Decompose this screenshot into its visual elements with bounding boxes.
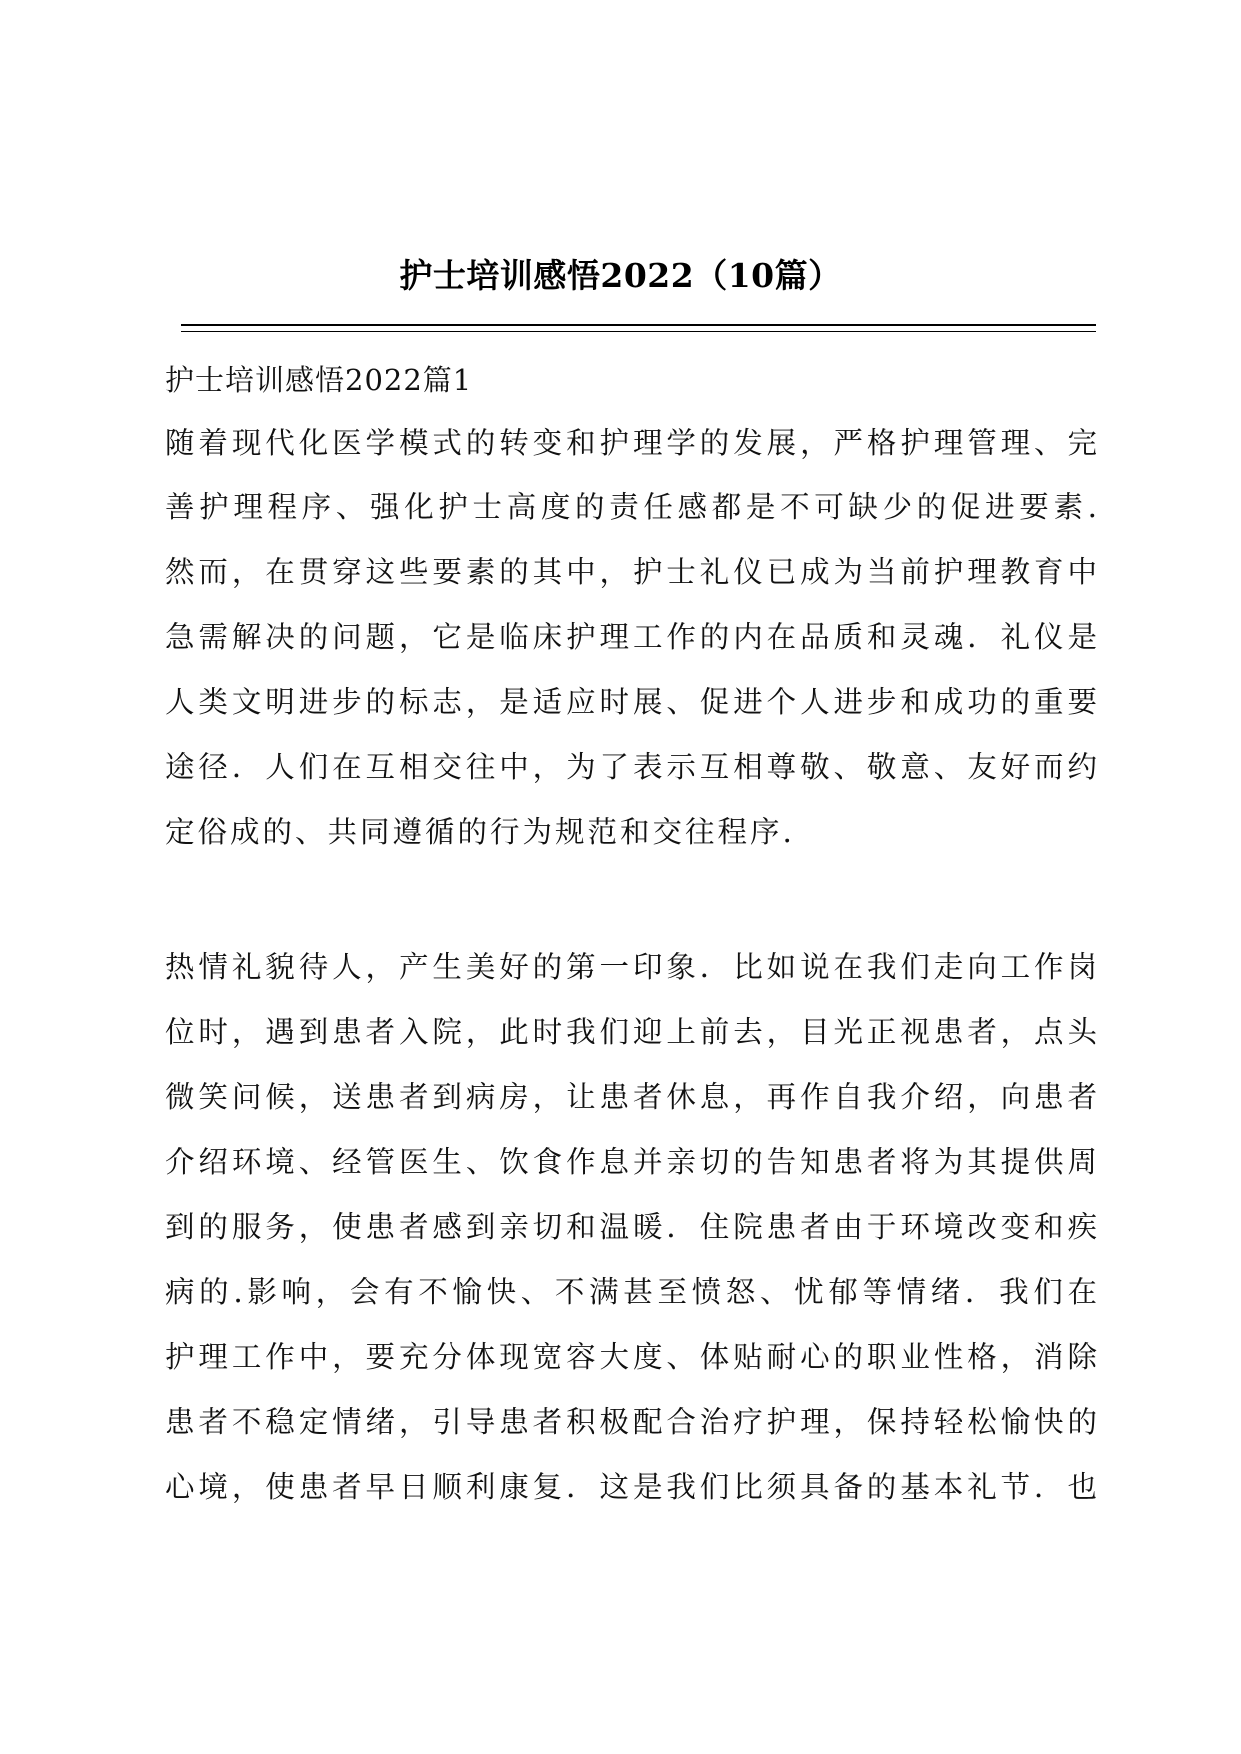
- paragraph-2-line: 心境，使患者早日顺利康复．这是我们比须具备的基本礼节．也: [165, 1470, 1097, 1504]
- paragraph-1-line: 随着现代化医学模式的转变和护理学的发展，严格护理管理、完: [165, 426, 1097, 460]
- paragraph-2-line: 微笑问候，送患者到病房，让患者休息，再作自我介绍，向患者: [165, 1080, 1097, 1114]
- paragraph-2-line: 到的服务，使患者感到亲切和温暖．住院患者由于环境改变和疾: [165, 1210, 1097, 1244]
- paragraph-1-line: 善护理程序、强化护士高度的责任感都是不可缺少的促进要素.: [165, 490, 1097, 524]
- paragraph-2-line: 位时，遇到患者入院，此时我们迎上前去，目光正视患者，点头: [165, 1015, 1097, 1049]
- paragraph-2-line: 介绍环境、经管医生、饮食作息并亲切的告知患者将为其提供周: [165, 1145, 1097, 1179]
- title-divider: [181, 324, 1096, 332]
- paragraph-2-line: 病的.影响，会有不愉快、不满甚至愤怒、忧郁等情绪．我们在: [165, 1275, 1097, 1309]
- paragraph-1-line: 途径．人们在互相交往中，为了表示互相尊敬、敬意、友好而约: [165, 750, 1097, 784]
- paragraph-1-line: 急需解决的问题，它是临床护理工作的内在品质和灵魂．礼仪是: [165, 620, 1097, 654]
- paragraph-1-line: 定俗成的、共同遵循的行为规范和交往程序.: [165, 815, 795, 849]
- paragraph-1-line: 然而，在贯穿这些要素的其中，护士礼仪已成为当前护理教育中: [165, 555, 1097, 589]
- section-heading: 护士培训感悟2022篇1: [165, 363, 473, 397]
- paragraph-1-line: 人类文明进步的标志，是适应时展、促进个人进步和成功的重要: [165, 685, 1097, 719]
- document-title: 护士培训感悟2022（10篇）: [399, 256, 842, 295]
- paragraph-2-line: 护理工作中，要充分体现宽容大度、体贴耐心的职业性格，消除: [165, 1340, 1097, 1374]
- paragraph-2-line: 患者不稳定情绪，引导患者积极配合治疗护理，保持轻松愉快的: [165, 1405, 1097, 1439]
- paragraph-2-line: 热情礼貌待人，产生美好的第一印象．比如说在我们走向工作岗: [165, 950, 1097, 984]
